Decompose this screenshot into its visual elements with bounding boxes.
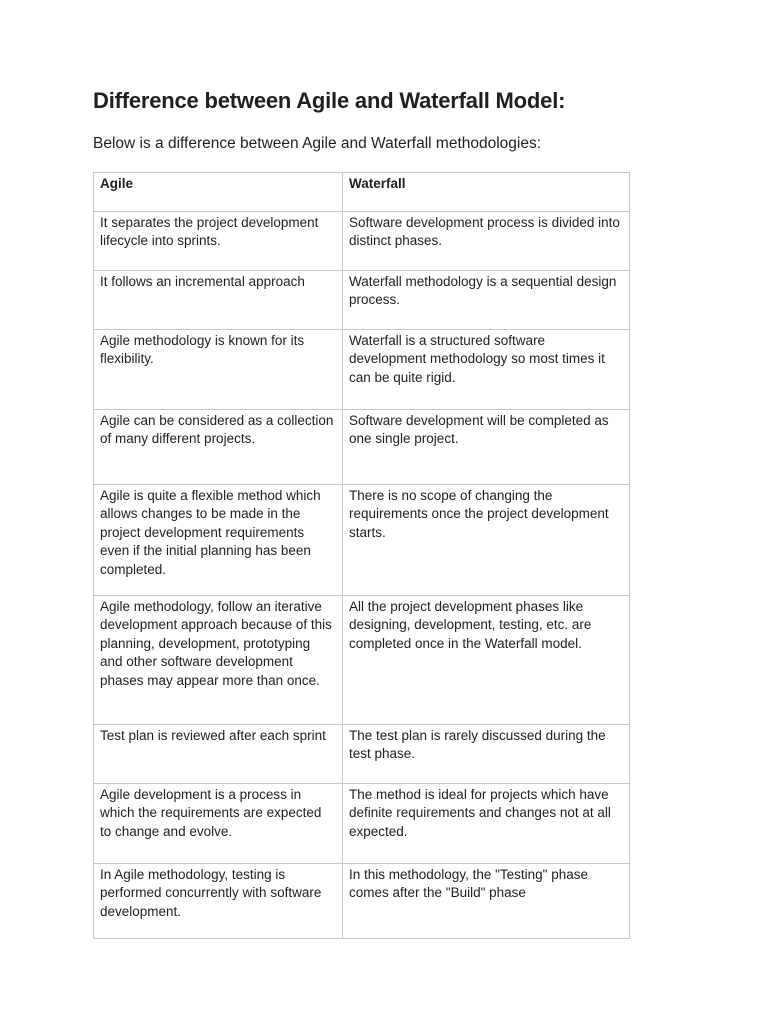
agile-cell: Agile can be considered as a collection of many different projects. (94, 410, 343, 485)
agile-cell: Agile methodology, follow an iterative development approach because of this planning, development, prototyping and other software development phases may appear more than once. (94, 596, 343, 725)
agile-cell: Agile development is a process in which the requirements are expected to change and evolve. (94, 784, 343, 864)
intro-paragraph: Below is a difference between Agile and Waterfall methodologies: (93, 135, 542, 152)
waterfall-cell: Waterfall is a structured software development methodology so most times it can be quite rigid. (343, 330, 630, 410)
table-row (94, 212, 630, 271)
waterfall-cell: All the project development phases like designing, development, testing, etc. are completed once in the Waterfall model. (343, 596, 630, 725)
waterfall-cell: The test plan is rarely discussed during the test phase. (343, 725, 630, 784)
agile-cell: It follows an incremental approach (94, 271, 343, 330)
table-row (94, 271, 630, 330)
waterfall-cell: The method is ideal for projects which have definite requirements and changes not at all expected. (343, 784, 630, 864)
agile-cell: Agile is quite a flexible method which allows changes to be made in the project development requirements even if the initial planning has been completed. (94, 485, 343, 596)
header-waterfall: Waterfall (343, 173, 630, 212)
header-agile: Agile (94, 173, 343, 212)
comparison-table (93, 172, 630, 939)
page-title: Difference between Agile and Waterfall Model: (93, 88, 566, 113)
agile-cell: In Agile methodology, testing is performed concurrently with software development. (94, 864, 343, 939)
table-row (94, 330, 630, 410)
table-row (94, 864, 630, 939)
table-row (94, 784, 630, 864)
table-row (94, 410, 630, 485)
waterfall-cell: There is no scope of changing the requirements once the project development starts. (343, 485, 630, 596)
table-header-row (94, 173, 630, 212)
waterfall-cell: Software development process is divided into distinct phases. (343, 212, 630, 271)
waterfall-cell: In this methodology, the "Testing" phase comes after the "Build" phase (343, 864, 630, 939)
agile-cell: Test plan is reviewed after each sprint (94, 725, 343, 784)
table-row (94, 596, 630, 725)
table-row (94, 725, 630, 784)
table-row (94, 485, 630, 596)
agile-cell: Agile methodology is known for its flexibility. (94, 330, 343, 410)
waterfall-cell: Software development will be completed as one single project. (343, 410, 630, 485)
agile-cell: It separates the project development lifecycle into sprints. (94, 212, 343, 271)
waterfall-cell: Waterfall methodology is a sequential design process. (343, 271, 630, 330)
